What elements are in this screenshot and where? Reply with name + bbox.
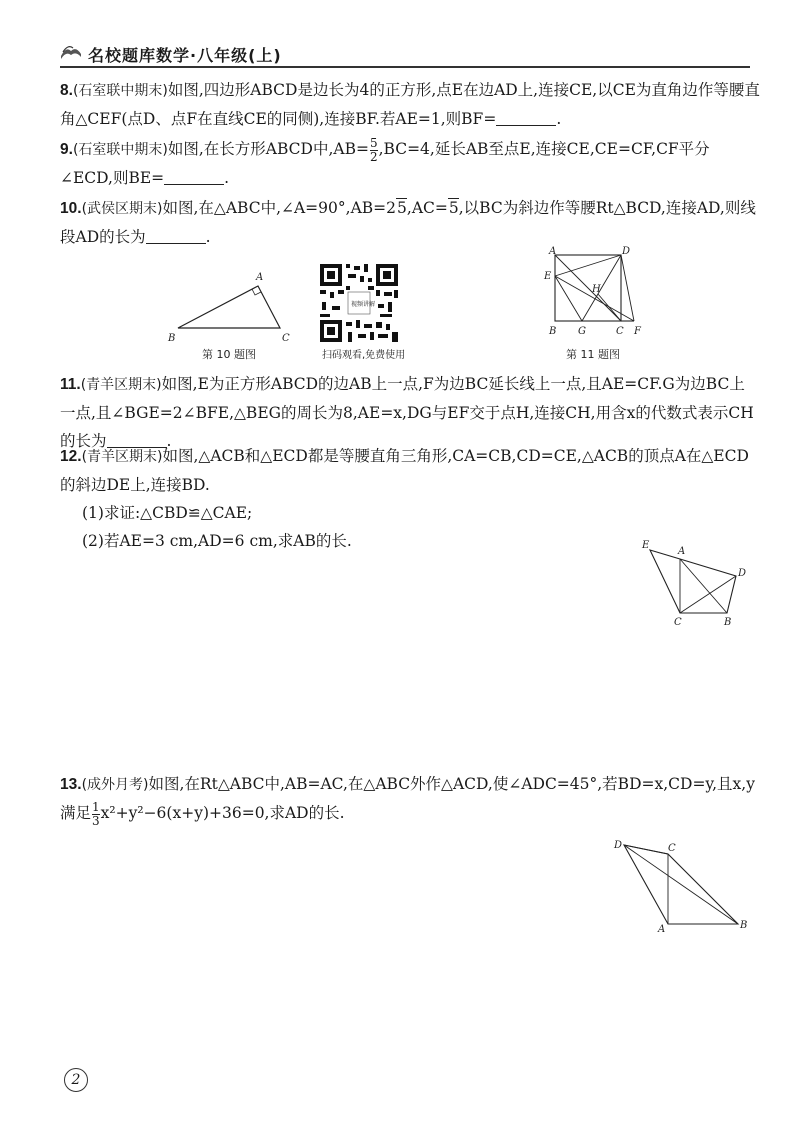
question-text: x²+y²−6(x+y)+36=0,求AD的长. xyxy=(100,804,345,822)
point-label-a: A xyxy=(549,246,557,257)
figure-11-caption: 第 11 题图 xyxy=(566,348,620,361)
point-label-f: F xyxy=(634,326,641,337)
header-title: 名校题库数学·八年级(上) xyxy=(88,46,282,65)
qr-center-text: 视频讲解 xyxy=(351,301,376,308)
point-label-a: A xyxy=(256,272,264,283)
point-label-h: H xyxy=(592,284,601,295)
question-10 xyxy=(60,194,760,251)
qr-caption: 扫码观看,免费使用 xyxy=(322,350,406,361)
point-label-b: B xyxy=(549,326,557,337)
book-logo-icon xyxy=(60,42,82,60)
question-text: ,BC=4,延长AB至点E,连接CE,CE=CF,CF平分∠ECD,则BE= xyxy=(60,140,710,187)
fraction-numerator: 5 xyxy=(369,135,378,150)
question-number: 10. xyxy=(60,200,82,217)
question-source: (石室联中期末) xyxy=(72,83,168,99)
point-label-e: E xyxy=(642,540,650,551)
question-13 xyxy=(60,770,760,828)
figure-10 xyxy=(160,265,300,345)
fraction xyxy=(92,801,100,828)
question-source: (成外月考) xyxy=(81,777,149,793)
fraction xyxy=(370,137,378,164)
question-source: (青羊区期末) xyxy=(80,377,162,393)
point-label-d: D xyxy=(614,840,623,851)
page-header xyxy=(60,40,750,66)
fraction-numerator: 1 xyxy=(92,799,100,814)
question-9 xyxy=(60,135,760,192)
question-text: ,AC= xyxy=(406,199,448,217)
question-8 xyxy=(60,76,760,133)
figure-11 xyxy=(540,244,650,344)
question-source: (石室联中期末) xyxy=(72,142,168,158)
question-number: 9. xyxy=(60,141,73,158)
question-text: 如图,△ACB和△ECD都是等腰直角三角形,CA=CB,CD=CE,△ACB的顶点A在△ECD的斜边DE上,连接BD. xyxy=(60,447,749,494)
point-label-c: C xyxy=(616,326,624,337)
question-tail: . xyxy=(205,228,211,246)
question-text: 如图,在长方形ABCD中,AB= xyxy=(167,140,369,158)
question-part-1: (1)求证:△CBD≌△CAE; xyxy=(82,504,253,522)
qr-code-icon[interactable] xyxy=(318,262,400,344)
question-number: 12. xyxy=(60,448,82,465)
sqrt-value: 5 xyxy=(397,199,407,217)
question-tail: . xyxy=(224,169,230,187)
point-label-b: B xyxy=(724,617,732,628)
answer-blank[interactable] xyxy=(164,168,224,185)
question-number: 13. xyxy=(60,776,82,793)
point-label-b: B xyxy=(168,333,176,344)
point-label-b: B xyxy=(740,920,748,931)
fraction-denominator: 2 xyxy=(369,149,378,164)
question-source: (武侯区期末) xyxy=(81,201,163,217)
question-tail: . xyxy=(556,110,562,128)
fraction-denominator: 3 xyxy=(92,813,100,828)
question-number: 8. xyxy=(60,82,73,99)
question-text: 如图,在Rt△ABC中,AB=AC,在△ABC外作△ACD,使∠ADC=45°,若BD=x,CD=y,且x,y满足 xyxy=(60,775,755,822)
sqrt-value: 5 xyxy=(448,199,459,217)
point-label-d: D xyxy=(622,246,631,257)
question-tail: . xyxy=(166,432,172,450)
page-number: 2 xyxy=(64,1068,88,1092)
question-source: (青羊区期末) xyxy=(81,449,163,465)
question-text: 如图,四边形ABCD是边长为4的正方形,点E在边AD上,连接CE,以CE为直角边作等腰直角△CEF(点D、点F在直线CE的同侧),连接BF.若AE=1,则BF= xyxy=(60,81,760,128)
header-divider xyxy=(60,66,750,68)
question-text: 如图,在△ABC中,∠A=90°,AB=2 xyxy=(162,199,397,217)
point-label-a: A xyxy=(658,924,666,935)
question-number: 11. xyxy=(60,376,81,393)
figure-13 xyxy=(608,836,758,936)
question-text: 如图,E为正方形ABCD的边AB上一点,F为边BC延长线上一点,且AE=CF.G为边BC上一点,且∠BGE=2∠BFE,△BEG的周长为8,AE=x,DG与EF交于点H,连接CH,用含x的代数式表示CH的长为 xyxy=(60,375,754,450)
point-label-c: C xyxy=(674,617,682,628)
point-label-e: E xyxy=(544,271,552,282)
point-label-g: G xyxy=(578,326,586,337)
answer-blank[interactable] xyxy=(496,109,556,126)
figure-10-caption: 第 10 题图 xyxy=(202,348,256,361)
point-label-c: C xyxy=(668,843,676,854)
answer-blank[interactable] xyxy=(146,227,206,244)
point-label-a: A xyxy=(678,546,686,557)
point-label-d: D xyxy=(738,568,747,579)
point-label-c: C xyxy=(282,333,290,344)
question-part-2: (2)若AE=3 cm,AD=6 cm,求AB的长. xyxy=(82,532,352,550)
figure-12 xyxy=(636,536,756,628)
question-text: ,以BC为斜边作等腰Rt△BCD,连接AD,则线段AD的长为 xyxy=(60,199,756,246)
